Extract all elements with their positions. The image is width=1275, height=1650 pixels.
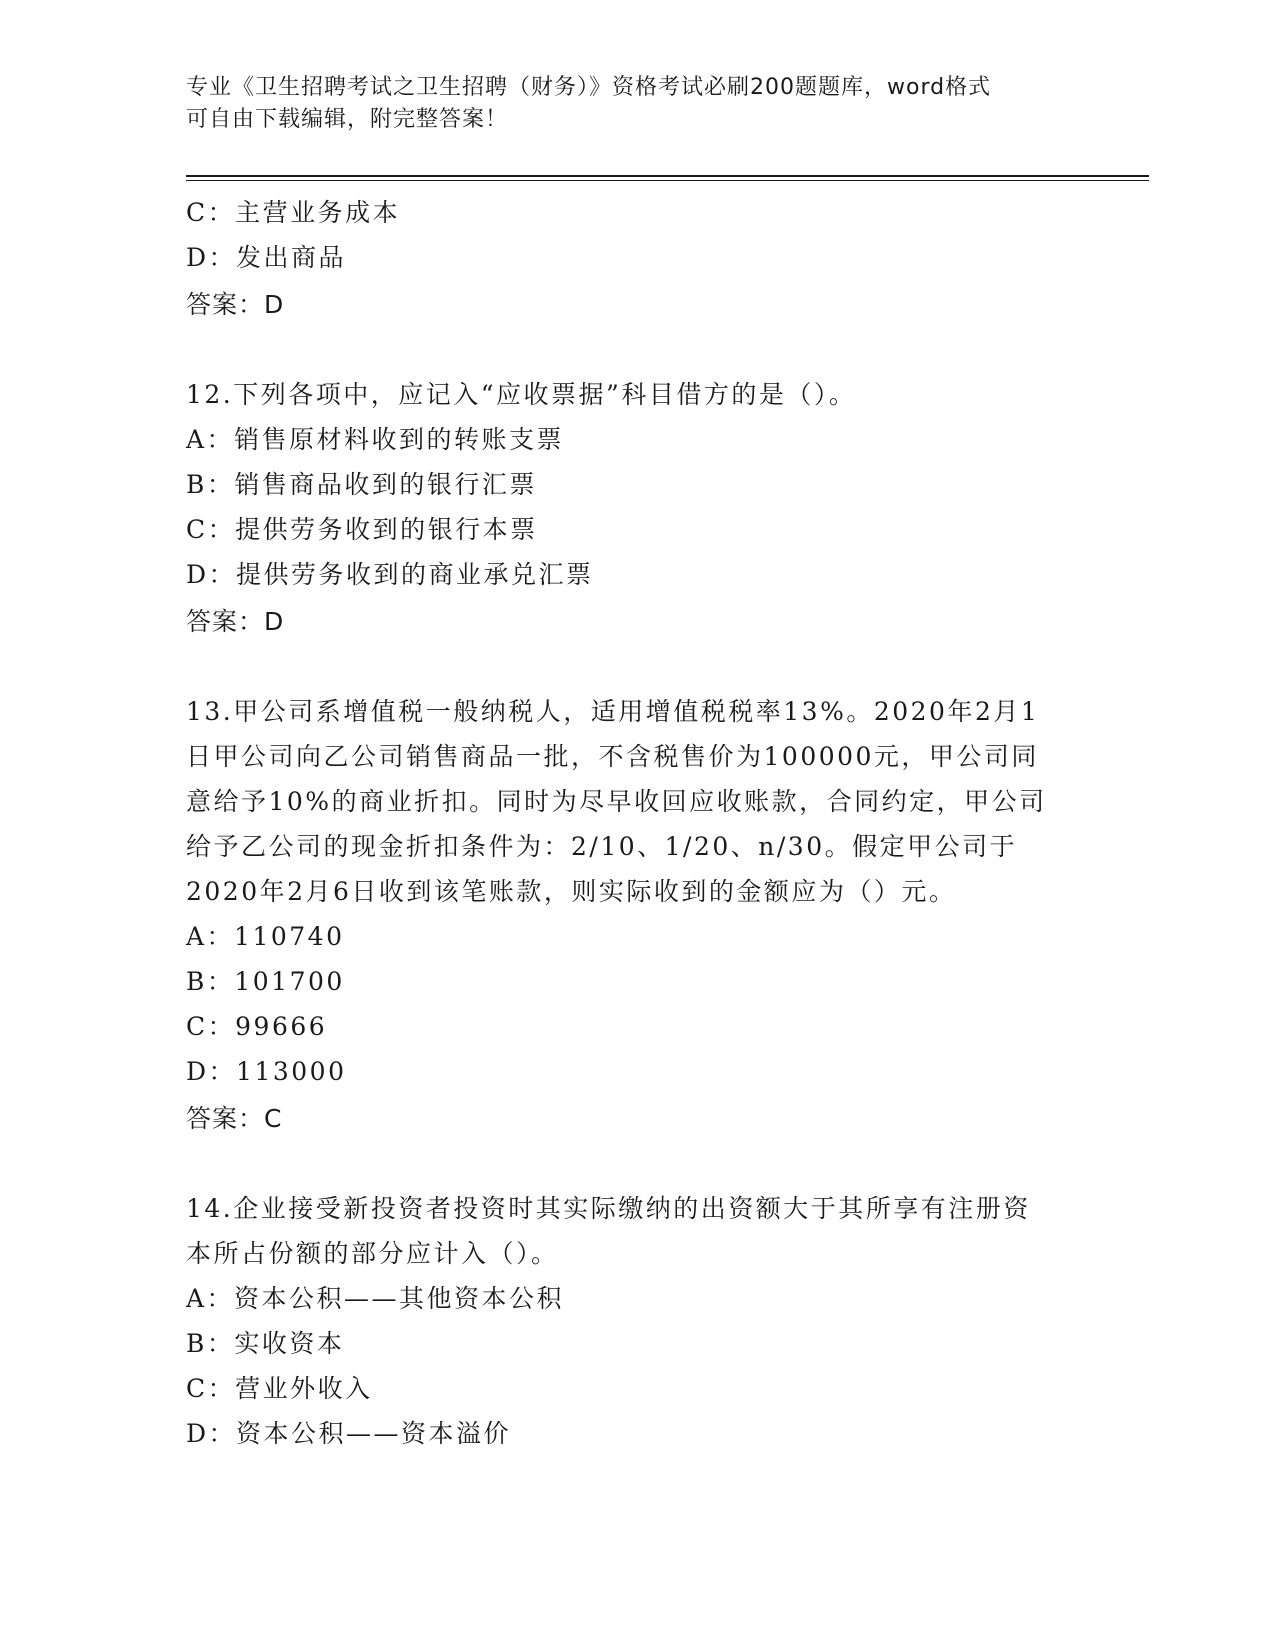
header-title-line-2: 可自由下载编辑，附完整答案！ [186, 107, 509, 132]
option-d: D：提供劳务收到的商业承兑汇票 [186, 560, 594, 589]
question-text-line: 13.甲公司系增值税一般纳税人，适用增值税税率13%。2020年2月1 [186, 697, 1040, 726]
header-title-line-1: 专业《卫生招聘考试之卫生招聘（财务）》资格考试必刷200题题库，word格式 [186, 75, 992, 100]
option-c: C：主营业务成本 [186, 198, 401, 227]
question-12 [186, 372, 1086, 644]
option-c: C：99666 [186, 1012, 328, 1041]
question-text-line: 本所占份额的部分应计入（）。 [186, 1239, 559, 1268]
question-text-line: 2020年2月6日收到该笔账款，则实际收到的金额应为（）元。 [186, 877, 957, 906]
question-text: 12.下列各项中，应记入“应收票据”科目借方的是（）。 [186, 380, 857, 409]
answer: 答案：C [186, 1104, 283, 1133]
option-c: C：提供劳务收到的银行本票 [186, 515, 538, 544]
question-13 [186, 689, 1086, 1141]
answer: 答案：D [186, 290, 285, 319]
question-text-line: 日甲公司向乙公司销售商品一批，不含税售价为100000元，甲公司同 [186, 742, 1039, 771]
option-d: D：发出商品 [186, 243, 347, 272]
option-a: A：销售原材料收到的转账支票 [186, 425, 565, 454]
option-a: A：资本公积——其他资本公积 [186, 1284, 565, 1313]
question-11 [186, 190, 1086, 327]
question-text-line: 意给予10%的商业折扣。同时为尽早收回应收账款，合同约定，甲公司 [186, 787, 1047, 816]
question-text-line: 14.企业接受新投资者投资时其实际缴纳的出资额大于其所享有注册资 [186, 1194, 1031, 1223]
question-14 [186, 1186, 1086, 1456]
option-a: A：110740 [186, 922, 345, 951]
option-c: C：营业外收入 [186, 1374, 373, 1403]
question-text-line: 给予乙公司的现金折扣条件为：2/10、1/20、n/30。假定甲公司于 [186, 832, 1018, 861]
option-d: D：资本公积——资本溢价 [186, 1419, 512, 1448]
option-d: D：113000 [186, 1057, 347, 1086]
option-b: B：实收资本 [186, 1329, 345, 1358]
header-divider [186, 175, 1149, 181]
option-b: B：销售商品收到的银行汇票 [186, 470, 537, 499]
answer: 答案：D [186, 607, 285, 636]
spacer [186, 644, 1086, 689]
spacer [186, 1141, 1086, 1186]
question-list [186, 190, 1086, 1456]
spacer [186, 327, 1086, 372]
page-header [186, 72, 1066, 136]
option-b: B：101700 [186, 967, 345, 996]
